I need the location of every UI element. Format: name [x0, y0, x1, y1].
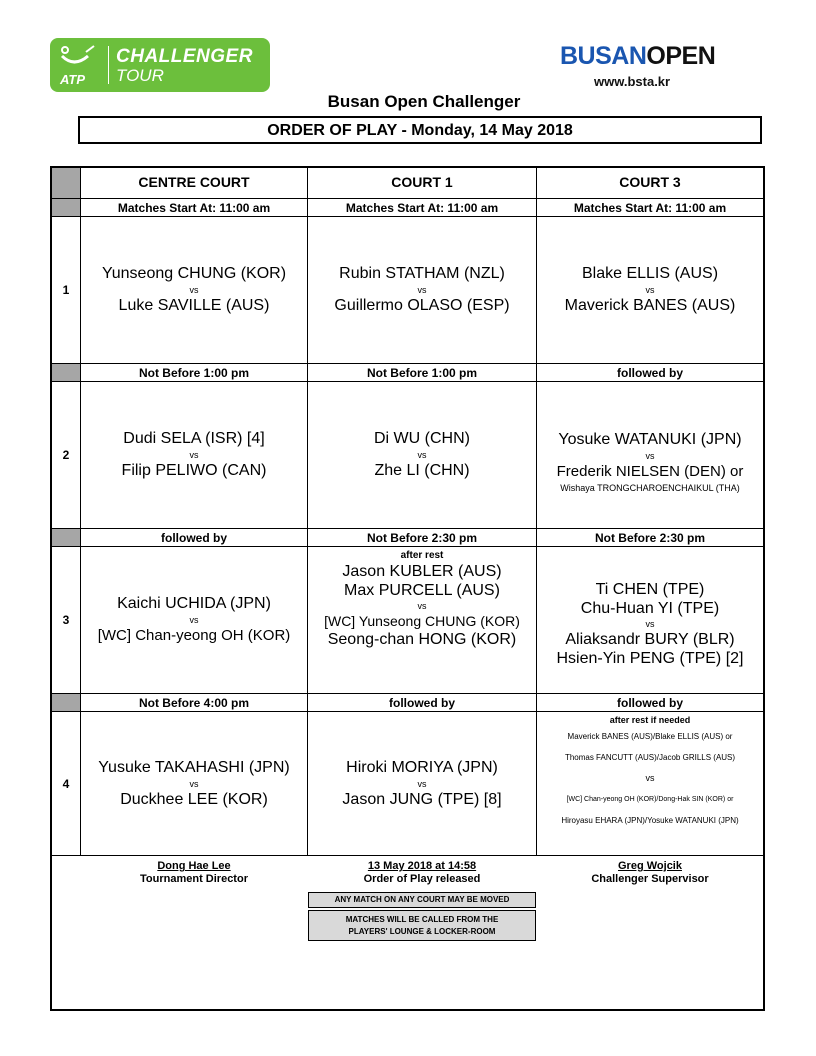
row-time-marker [52, 364, 80, 381]
court-header-court3: COURT 3 [619, 174, 681, 190]
time-label: followed by [389, 696, 455, 710]
grid-line [52, 711, 763, 712]
grid-line [536, 168, 537, 856]
time-label: Not Before 2:30 pm [366, 531, 478, 545]
vs-label: vs [645, 451, 655, 461]
grid-line [307, 168, 308, 856]
atp-challenger-logo [50, 38, 270, 92]
supervisor-title: Challenger Supervisor [591, 873, 709, 885]
time-label: Not Before 1:00 pm [138, 366, 250, 380]
grid-line [52, 216, 763, 217]
team-1-option-b: Thomas FANCUTT (AUS)/Jacob GRILLS (AUS) [564, 753, 736, 762]
vs-label: vs [645, 285, 655, 295]
match-cell [308, 382, 536, 528]
time-label: followed by [617, 366, 683, 380]
notice-called-from-lounge: MATCHES WILL BE CALLED FROM THE PLAYERS' LOUNGE & LOCKER-ROOM [308, 910, 536, 941]
grid-line [52, 693, 763, 694]
player-1: Blake ELLIS (AUS) [581, 265, 719, 282]
player-2: Duckhee LEE (KOR) [120, 790, 268, 808]
time-label: Matches Start At: 11:00 am [573, 201, 727, 215]
player-1: Kaichi UCHIDA (JPN) [117, 595, 271, 612]
corner-cell [52, 168, 80, 198]
challenger-supervisor [537, 860, 763, 886]
team-2-player-a: Aliaksandr BURY (BLR) [565, 630, 735, 648]
team-2-player-a: [WC] Yunseong CHUNG (KOR) [324, 613, 520, 629]
match-cell [81, 217, 307, 363]
team-1-option-a: Maverick BANES (AUS)/Blake ELLIS (AUS) or [567, 732, 733, 741]
logo-open-text: OPEN [646, 42, 716, 70]
grid-line [52, 381, 763, 382]
vs-label: vs [417, 778, 427, 789]
match-cell [308, 712, 536, 855]
match-cell [81, 547, 307, 693]
vs-label: vs [417, 285, 427, 295]
team-2-player-b: Seong-chan HONG (KOR) [327, 631, 517, 648]
court-header-centre: CENTRE COURT [138, 174, 250, 190]
tournament-title: Busan Open Challenger [327, 92, 521, 111]
team-1-player-b: Chu-Huan YI (TPE) [580, 599, 720, 617]
grid-line [80, 168, 81, 856]
player-2: [WC] Chan-yeong OH (KOR) [97, 627, 291, 644]
time-label: followed by [161, 531, 227, 545]
tournament-director [81, 860, 307, 886]
team-1-player-a: Ti CHEN (TPE) [595, 580, 705, 598]
release-info [308, 860, 536, 886]
vs-label: vs [189, 285, 199, 295]
atp-player-icon [56, 42, 106, 76]
team-2-player-b: Hsien-Yin PENG (TPE) [2] [556, 649, 744, 667]
row-time-marker [52, 199, 80, 216]
logo-challenger-text: CHALLENGER [116, 46, 253, 67]
time-label: Not Before 1:00 pm [366, 366, 478, 380]
time-label: Matches Start At: 11:00 am [117, 201, 271, 215]
time-label: followed by [617, 696, 683, 710]
player-1: Yusuke TAKAHASHI (JPN) [98, 758, 290, 776]
row-time-marker [52, 529, 80, 546]
player-1: Dudi SELA (ISR) [4] [123, 430, 265, 447]
match-note: after rest if needed [609, 715, 691, 725]
vs-label: vs [189, 778, 199, 789]
player-2: Frederik NIELSEN (DEN) or [556, 463, 744, 480]
player-1: Di WU (CHN) [374, 430, 470, 447]
match-cell [537, 712, 763, 855]
player-2: Maverick BANES (AUS) [564, 297, 736, 314]
match-cell [308, 217, 536, 363]
notice-matches-moved: ANY MATCH ON ANY COURT MAY BE MOVED [308, 892, 536, 908]
grid-line [52, 546, 763, 547]
time-label: Matches Start At: 11:00 am [345, 201, 499, 215]
grid-line [52, 855, 763, 856]
player-2: Luke SAVILLE (AUS) [118, 297, 270, 314]
time-label: Not Before 2:30 pm [594, 531, 706, 545]
logo-atp-text: ATP [60, 72, 86, 87]
player-1: Rubin STATHAM (NZL) [339, 265, 505, 282]
logo-tour-text: TOUR [116, 66, 164, 85]
supervisor-name: Greg Wojcik [618, 860, 682, 872]
logo-divider [108, 46, 109, 84]
time-label: Not Before 4:00 pm [138, 696, 250, 710]
vs-label: vs [417, 601, 427, 611]
player-2: Filip PELIWO (CAN) [121, 462, 267, 479]
match-cell [81, 382, 307, 528]
vs-label: vs [189, 450, 199, 460]
grid-line [52, 528, 763, 529]
player-1: Yunseong CHUNG (KOR) [101, 265, 287, 282]
logo-busan-text: BUSAN [560, 42, 647, 70]
order-of-play-banner: ORDER OF PLAY - Monday, 14 May 2018 [78, 116, 762, 144]
grid-line [52, 198, 763, 199]
row-number: 2 [62, 448, 70, 462]
busan-open-logo [560, 42, 760, 92]
vs-label: vs [645, 773, 655, 783]
match-cell [81, 712, 307, 855]
match-cell [537, 382, 763, 528]
schedule-table [50, 166, 765, 1011]
player-2: Zhe LI (CHN) [374, 462, 470, 479]
row-time-marker [52, 694, 80, 711]
row-number: 4 [62, 776, 70, 791]
grid-line [52, 363, 763, 364]
team-1-player-b: Max PURCELL (AUS) [344, 582, 500, 599]
player-2: Guillermo OLASO (ESP) [334, 297, 510, 314]
team-1-player-a: Jason KUBLER (AUS) [342, 563, 502, 580]
director-name: Dong Hae Lee [157, 860, 231, 872]
player-1: Hiroki MORIYA (JPN) [346, 758, 498, 776]
row-number: 1 [62, 283, 70, 297]
match-cell [308, 547, 536, 693]
director-title: Tournament Director [140, 873, 248, 885]
player-2: Jason JUNG (TPE) [8] [342, 790, 502, 808]
court-header-court1: COURT 1 [391, 174, 453, 190]
release-time: 13 May 2018 at 14:58 [367, 860, 477, 872]
vs-label: vs [189, 615, 199, 625]
team-2-option-b: Hiroyasu EHARA (JPN)/Yosuke WATANUKI (JPN) [561, 816, 739, 825]
logo-url-text: www.bsta.kr [594, 74, 671, 89]
match-cell [537, 217, 763, 363]
vs-label: vs [645, 618, 655, 629]
team-2-option-a: [WC] Chan-yeong OH (KOR)/Dong-Hak SIN (KOR) or [566, 796, 734, 803]
match-note: after rest [400, 550, 444, 561]
row-number: 3 [62, 613, 70, 627]
player-2-alternate: Wishaya TRONGCHAROENCHAIKUL (THA) [560, 483, 740, 493]
player-1: Yosuke WATANUKI (JPN) [558, 431, 742, 448]
match-cell [537, 547, 763, 693]
vs-label: vs [417, 450, 427, 460]
release-label: Order of Play released [363, 873, 481, 885]
